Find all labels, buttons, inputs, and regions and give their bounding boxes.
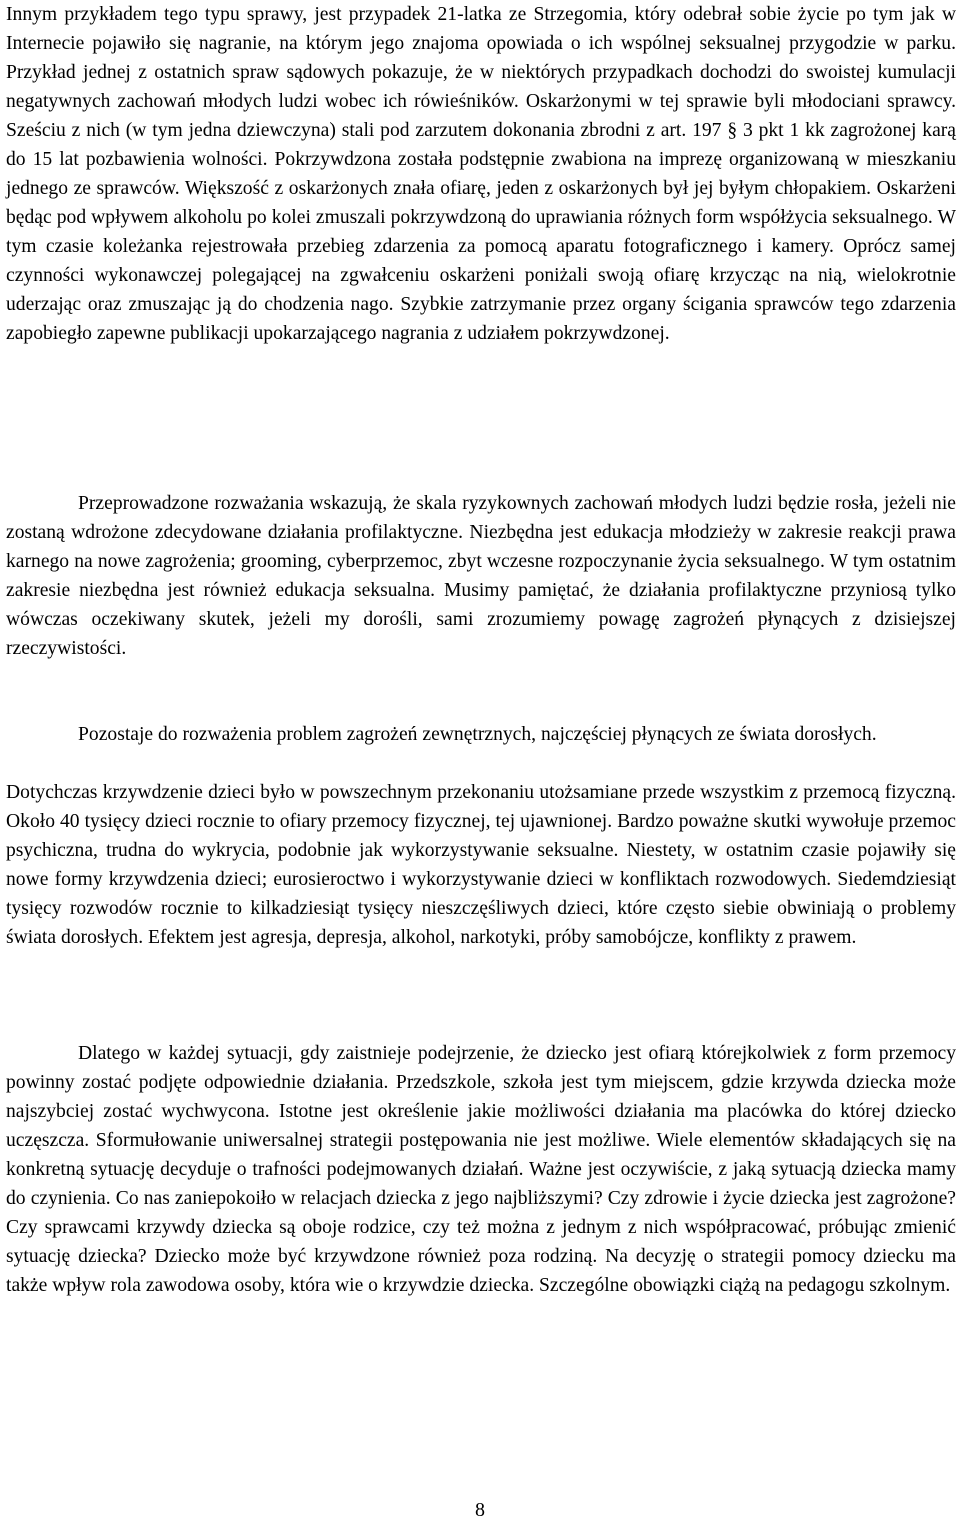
paragraph-child-abuse-forms: Dotychczas krzywdzenie dzieci było w powszechnym przekonaniu utożsamiane przede wszystkim z przemocą fizyczną. Około 40 tysięcy dzieci rocznie to ofiary przemocy fizycznej, tej ujawnionej. Bardzo poważne skutki wywołuje przemoc psychiczna, trudna do wykrycia, podobnie jak wykorzystywanie seksualne. Niestety, w ostatnim czasie pojawiły się nowe formy krzywdzenia dzieci; eurosieroctwo i wykorzystywanie dzieci w konfliktach rozwodowych. Siedemdziesiąt tysięcy rozwodów rocznie to kilkadziesiąt tysięcy nieszczęśliwych dzieci, które często siebie obwiniają o problemy świata dorosłych. Efektem jest agresja, depresja, alkohol, narkotyki, próby samobójcze, konflikty z prawem.	[6, 782, 956, 948]
paragraph-external-threats: Pozostaje do rozważenia problem zagrożeń zewnętrznych, najczęściej płynących ze świata dorosłych.	[78, 724, 877, 745]
paragraph-prevention: Przeprowadzone rozważania wskazują, że skala ryzykownych zachowań młodych ludzi będzie rosła, jeżeli nie zostaną wdrożone zdecydowane działania profilaktyczne. Niezbędna jest edukacja młodzieży w zakresie reakcji prawa karnego na nowe zagrożenia; grooming, cyberprzemoc, zbyt wczesne rozpoczynanie życia seksualnego. W tym ostatnim zakresie niezbędna jest również edukacja seksualna. Musimy pamiętać, że działania profilaktyczne przyniosą tylko wówczas oczekiwany skutek, jeżeli my dorośli, sami zrozumiemy powagę zagrożeń płynących z dzisiejszej rzeczywistości.	[6, 493, 956, 659]
paragraph-school-response: Dlatego w każdej sytuacji, gdy zaistnieje podejrzenie, że dziecko jest ofiarą którejkolwiek z form przemocy powinny zostać podjęte odpowiednie działania. Przedszkole, szkoła jest tym miejscem, gdzie krzywda dziecka może najszybciej zostać wychwycona. Istotne jest określenie jakie możliwości działania ma placówka do której dziecko uczęszcza. Sformułowanie uniwersalnej strategii postępowania nie jest możliwe. Wiele elementów składających się na konkretną sytuację decyduje o trafności podejmowanych działań. Ważne jest oczywiście, z jaką sytuacją dziecka mamy do czynienia. Co nas zaniepokoiło w relacjach dziecka z jego najbliższymi? Czy zdrowie i życie dziecka jest zagrożone? Czy sprawcami krzywdy dziecka są oboje rodzice, czy też można z jednym z nich współpracować, próbując zmienić sytuację dziecka? Dziecko może być krzywdzone również poza rodziną. Na decyzję o strategii pomocy dziecku ma także wpływ rola zawodowa osoby, która wie o krzywdzie dziecka. Szczególne obowiązki ciążą na pedagogu szkolnym.	[6, 1043, 956, 1296]
page-number: 8	[475, 1499, 485, 1521]
paragraph-case-strzegom: Innym przykładem tego typu sprawy, jest przypadek 21-latka ze Strzegomia, który odebrał sobie życie po tym jak w Internecie pojawiło się nagranie, na którym jego znajoma opowiada o ich wspólnej seksualnej przygodzie w parku. Przykład jednej z ostatnich spraw sądowych pokazuje, że w niektórych przypadkach dochodzi do swoistej kumulacji negatywnych zachowań młodych ludzi wobec ich rówieśników. Oskarżonymi w tej sprawie byli młodociani sprawcy. Sześciu z nich (w tym jedna dziewczyna) stali pod zarzutem dokonania zbrodni z art. 197 § 3 pkt 1 kk zagrożonej karą do 15 lat pozbawienia wolności. Pokrzywdzona została podstępnie zwabiona na imprezę organizowaną w mieszkaniu jednego ze sprawców. Większość z oskarżonych znała ofiarę, jeden z oskarżonych był jej byłym chłopakiem. Oskarżeni będąc pod wpływem alkoholu po kolei zmuszali pokrzywdzoną do uprawiania różnych form współżycia seksualnego. W tym czasie koleżanka rejestrowała przebieg zdarzenia za pomocą aparatu fotograficznego i kamery. Oprócz samej czynności wykonawczej polegającej na zgwałceniu oskarżeni poniżali swoją ofiarę krzycząc na nią, wielokrotnie uderzając oraz zmuszając ją do chodzenia nago. Szybkie zatrzymanie przez organy ścigania sprawców tego zdarzenia zapobiegło zapewne publikacji upokarzającego nagrania z udziałem pokrzywdzonej.	[6, 4, 956, 344]
